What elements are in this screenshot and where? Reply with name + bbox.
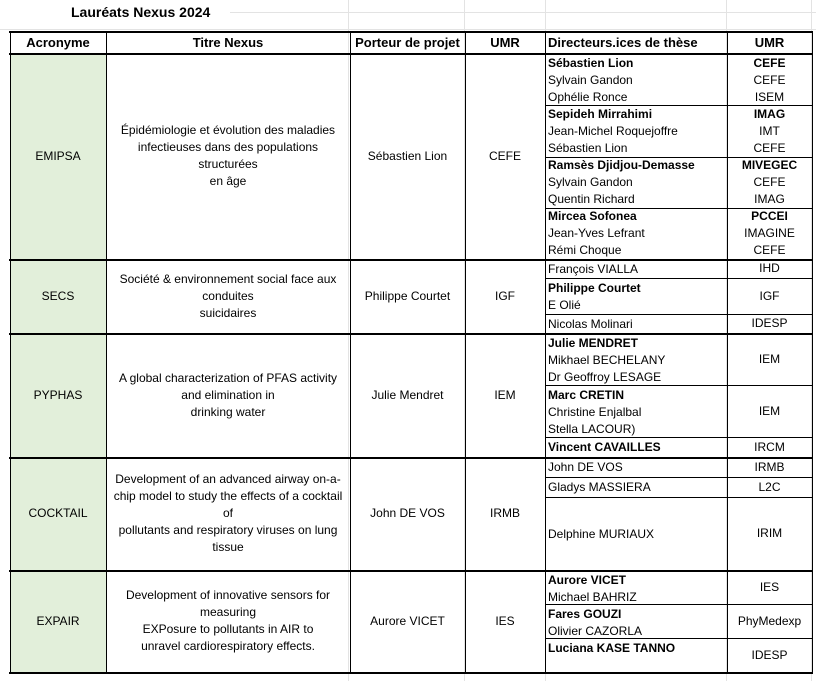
director-umr[interactable]: L2C	[758, 479, 781, 494]
cell-umr[interactable]: IEM	[494, 387, 516, 402]
director-umr[interactable]: IDESP	[751, 647, 788, 662]
table-border-h	[9, 53, 813, 55]
row-divider	[545, 638, 812, 639]
director-umr[interactable]: IMAGINE	[744, 225, 795, 240]
cell-titre[interactable]: Société & environnement social face aux conduites suicidaires	[119, 271, 337, 320]
director-name[interactable]: Mircea Sofonea	[548, 209, 637, 223]
director-name[interactable]: Fares GOUZI	[548, 607, 622, 621]
row-divider	[545, 497, 812, 498]
cell-porteur[interactable]: John DE VOS	[370, 506, 445, 520]
director-umr[interactable]: IMT	[759, 123, 780, 138]
cell-umr[interactable]: IES	[495, 613, 515, 628]
director-umr[interactable]: PhyMedexp	[737, 613, 802, 628]
header-acronyme[interactable]: Acronyme	[26, 35, 90, 50]
director-name[interactable]: Quentin Richard	[548, 192, 635, 206]
table-border-h	[9, 259, 813, 261]
director-name[interactable]: Aurore VICET	[548, 573, 627, 587]
director-name[interactable]: E Olié	[548, 298, 581, 312]
table-border-v	[812, 31, 813, 674]
director-name[interactable]: Julie MENDRET	[548, 336, 639, 350]
director-name[interactable]: Jean-Michel Roquejoffre	[548, 124, 678, 138]
director-umr[interactable]: CEFE	[753, 174, 786, 189]
director-umr[interactable]: IDESP	[751, 316, 788, 330]
director-name[interactable]: Sepideh Mirrahimi	[548, 107, 653, 121]
cell-porteur[interactable]: Sébastien Lion	[367, 148, 448, 163]
table-border-v	[106, 31, 107, 674]
cell-titre[interactable]: Development of an advanced airway on-a- chip model to study the effects of a cocktail of pollutants and respiratory viruses on lung tissue	[113, 472, 343, 554]
table-border-v	[350, 31, 351, 674]
row-divider	[545, 385, 812, 386]
director-name[interactable]: Ophélie Ronce	[548, 90, 628, 104]
row-divider	[545, 477, 812, 478]
header-porteur[interactable]: Porteur de projet	[355, 35, 460, 50]
cell-umr[interactable]: IRMB	[490, 506, 520, 520]
sheet-title: Lauréats Nexus 2024	[71, 4, 211, 20]
row-divider	[545, 314, 812, 315]
table-border-h	[9, 457, 813, 459]
director-name[interactable]: Gladys MASSIERA	[548, 480, 651, 494]
director-umr[interactable]: IGF	[759, 288, 780, 303]
director-umr[interactable]: IEM	[758, 351, 781, 366]
director-umr[interactable]: IRCM	[754, 439, 785, 454]
director-name[interactable]: Marc CRETIN	[548, 388, 625, 402]
cell-acronyme[interactable]: EXPAIR	[10, 570, 106, 672]
director-umr[interactable]: IRIM	[756, 526, 783, 540]
director-name[interactable]: Sylvain Gandon	[548, 175, 633, 189]
cell-umr[interactable]: IGF	[495, 288, 515, 303]
director-name[interactable]: Mikhael BECHELANY	[548, 353, 666, 367]
director-umr[interactable]: IMAG	[754, 191, 785, 206]
director-name[interactable]: Christine Enjalbal	[548, 405, 642, 419]
director-umr[interactable]: CEFE	[753, 55, 786, 70]
table-border-h	[9, 333, 813, 335]
row-divider	[545, 105, 812, 106]
director-name[interactable]: Stella LACOUR)	[548, 422, 636, 436]
table-border-v	[465, 31, 466, 674]
director-umr[interactable]: IES	[759, 579, 780, 594]
director-umr[interactable]: CEFE	[753, 72, 786, 87]
director-name[interactable]: Luciana KASE TANNO	[548, 641, 676, 655]
director-name[interactable]: Sylvain Gandon	[548, 73, 633, 87]
director-umr[interactable]: CEFE	[753, 140, 786, 155]
row-divider	[545, 604, 812, 605]
director-name[interactable]: John DE VOS	[548, 460, 623, 474]
cell-umr[interactable]: CEFE	[488, 148, 521, 163]
director-name[interactable]: Jean-Yves Lefrant	[548, 226, 645, 240]
table-border-h	[9, 672, 813, 674]
cell-acronyme[interactable]: PYPHAS	[10, 333, 106, 457]
director-umr[interactable]: MIVEGEC	[741, 157, 798, 172]
table-border-h	[9, 570, 813, 572]
director-name[interactable]: Sébastien Lion	[548, 141, 628, 155]
director-umr[interactable]: IEM	[758, 403, 781, 418]
director-name[interactable]: Michael BAHRIZ	[548, 590, 637, 604]
header-directeurs[interactable]: Directeurs.ices de thèse	[548, 35, 698, 50]
row-divider	[545, 208, 812, 209]
table-border-h	[9, 31, 813, 33]
table-border-v	[727, 31, 728, 674]
director-umr[interactable]: IHD	[759, 261, 780, 275]
table-border-v	[545, 31, 546, 674]
director-name[interactable]: Rémi Choque	[548, 243, 622, 257]
cell-titre[interactable]: Development of innovative sensors for measuring EXPosure to pollutants in AIR to unravel cardiorespiratory effects.	[125, 588, 331, 653]
director-name[interactable]: Vincent CAVAILLES	[548, 440, 661, 454]
row-divider	[545, 437, 812, 438]
cell-porteur[interactable]: Philippe Courtet	[364, 288, 451, 303]
director-umr[interactable]: IMAG	[753, 106, 786, 121]
cell-porteur[interactable]: Julie Mendret	[371, 387, 444, 402]
cell-acronyme[interactable]: COCKTAIL	[10, 457, 106, 570]
row-divider	[545, 278, 812, 279]
director-name[interactable]: François VIALLA	[548, 262, 639, 276]
director-name[interactable]: Olivier CAZORLA	[548, 624, 643, 638]
header-umr[interactable]: UMR	[490, 35, 520, 50]
cell-porteur[interactable]: Aurore VICET	[370, 613, 445, 628]
cell-acronyme[interactable]: EMIPSA	[10, 53, 106, 259]
header-umr-directeurs[interactable]: UMR	[754, 35, 785, 50]
table-border-v	[10, 31, 11, 674]
director-umr[interactable]: ISEM	[754, 89, 785, 104]
director-name[interactable]: Philippe Courtet	[548, 281, 641, 295]
director-name[interactable]: Nicolas Molinari	[548, 317, 633, 331]
director-umr[interactable]: PCCEI	[751, 208, 788, 223]
director-name[interactable]: Dr Geoffroy LESAGE	[548, 370, 662, 384]
cell-titre[interactable]: Épidémiologie et évolution des maladies infectieuses dans des populations structurées en âge	[120, 123, 336, 188]
header-titre[interactable]: Titre Nexus	[192, 35, 264, 50]
cell-acronyme[interactable]: SECS	[10, 259, 106, 333]
director-name[interactable]: Delphine MURIAUX	[548, 527, 655, 541]
row-divider	[545, 157, 812, 158]
director-umr[interactable]: IRMB	[754, 459, 785, 474]
director-name[interactable]: Sébastien Lion	[548, 56, 634, 70]
director-umr[interactable]: CEFE	[753, 242, 786, 257]
director-name[interactable]: Ramsès Djidjou-Demasse	[548, 158, 695, 172]
cell-titre[interactable]: A global characterization of PFAS activity and elimination in drinking water	[118, 370, 338, 419]
